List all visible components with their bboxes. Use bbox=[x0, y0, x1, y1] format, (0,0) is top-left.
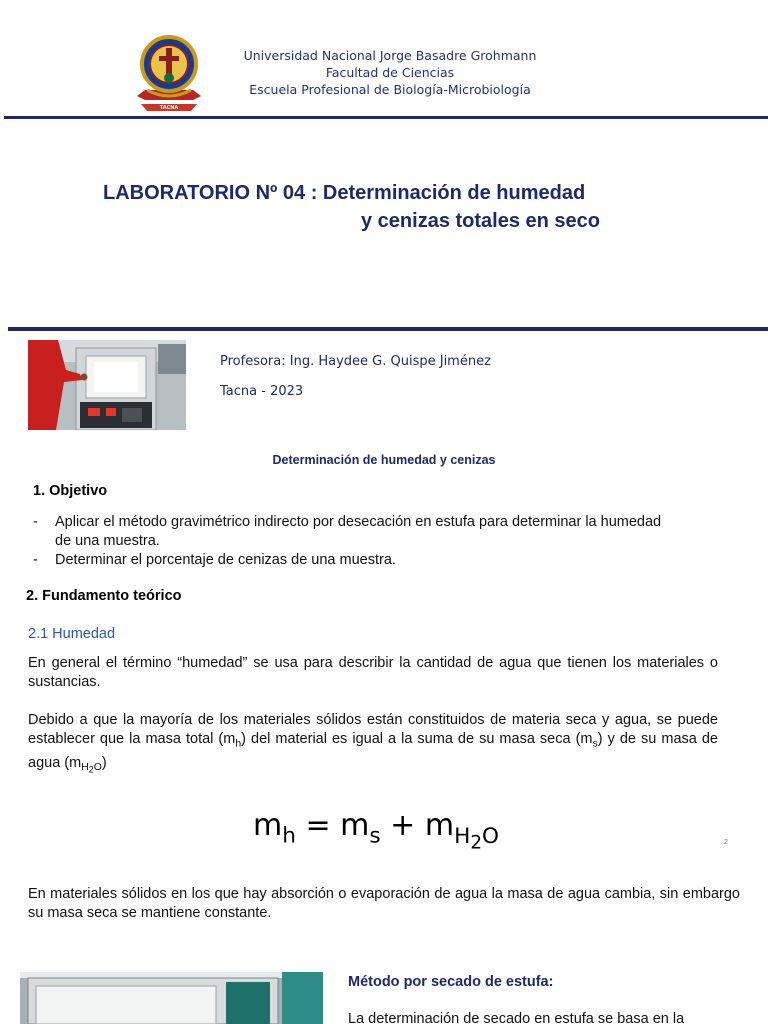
mass-formula bbox=[253, 808, 499, 853]
paragraph-text: ) y de su masa de agua (m bbox=[28, 731, 718, 771]
subscript-part: O bbox=[93, 762, 102, 774]
bullet-text: Aplicar el método gravimétrico indirecto por desecación en estufa para determinar la humedad de una muestra. bbox=[55, 514, 662, 549]
bullet-text: Determinar el porcentaje de cenizas de una muestra. bbox=[55, 552, 396, 568]
formula-sub-part: H bbox=[454, 823, 471, 849]
lab-furnace-photo bbox=[28, 340, 186, 430]
subscript-s: s bbox=[592, 738, 598, 750]
subsection-humedad-title: 2.1 Humedad bbox=[28, 626, 116, 642]
university-logo bbox=[133, 34, 205, 114]
formula-sub: s bbox=[369, 823, 381, 849]
header-divider bbox=[4, 116, 768, 119]
professor-name: Profesora: Ing. Haydee G. Quispe Jiménez bbox=[220, 354, 491, 369]
paragraph-humedad-definition: En general el término “humedad” se usa para describir la cantidad de agua que tienen los materiales o sustancias. bbox=[28, 655, 718, 690]
paragraph-masa-total bbox=[28, 711, 718, 780]
formula-part: m bbox=[253, 808, 283, 843]
place-year: Tacna - 2023 bbox=[220, 384, 304, 399]
formula-part: + bbox=[380, 808, 425, 843]
svg-text:TACNA: TACNA bbox=[159, 105, 179, 111]
drying-oven-photo bbox=[20, 972, 323, 1024]
method-title: Método por secado de estufa: bbox=[348, 974, 554, 990]
bullet-marker: - bbox=[33, 552, 38, 568]
formula-sub bbox=[454, 823, 500, 854]
subscript-h: h bbox=[235, 738, 242, 750]
institution-line-2: Facultad de Ciencias bbox=[325, 65, 455, 80]
method-paragraph: La determinación de secado en estufa se basa en la bbox=[348, 1011, 685, 1024]
institution-line-3: Escuela Profesional de Biología-Microbiología bbox=[249, 82, 531, 97]
page-number: 2 bbox=[724, 839, 728, 846]
bullet-marker: - bbox=[33, 514, 38, 530]
list-item bbox=[33, 513, 673, 551]
section-objetivo-title: 1. Objetivo bbox=[33, 483, 108, 499]
subscript-part: 2 bbox=[88, 764, 94, 775]
lab-title-line-2: y cenizas totales en seco bbox=[361, 210, 601, 232]
formula-part: m bbox=[340, 808, 370, 843]
institution-line-1: Universidad Nacional Jorge Basadre Grohmann bbox=[243, 48, 537, 63]
formula-part: = bbox=[295, 808, 341, 843]
paragraph-text: Debido a que la mayoría de los materiales sólidos están constituidos de materia seca y agua, se puede establecer que la masa total (m bbox=[28, 712, 718, 747]
formula-sub-part: 2 bbox=[470, 832, 483, 854]
formula-sub: h bbox=[282, 823, 296, 849]
section-fundamento-title: 2. Fundamento teórico bbox=[26, 588, 182, 604]
formula-part: m bbox=[424, 808, 455, 843]
paragraph-masa-seca: En materiales sólidos en los que hay absorción o evaporación de agua la masa de agua cambia, sin embargo su masa seca se mantiene constante. bbox=[28, 886, 740, 921]
title-divider bbox=[8, 327, 768, 331]
list-item bbox=[33, 551, 673, 570]
lab-title-line-1: LABORATORIO Nº 04 : Determinación de humedad bbox=[103, 182, 586, 204]
formula-sub-part: O bbox=[482, 823, 500, 849]
subscript-h2o bbox=[81, 762, 102, 773]
paragraph-text: ) del material es igual a la suma de su masa seca (m bbox=[241, 731, 593, 747]
content-heading: Determinación de humedad y cenizas bbox=[272, 453, 496, 467]
subscript-part: H bbox=[81, 762, 89, 774]
paragraph-text: ) bbox=[101, 754, 107, 771]
